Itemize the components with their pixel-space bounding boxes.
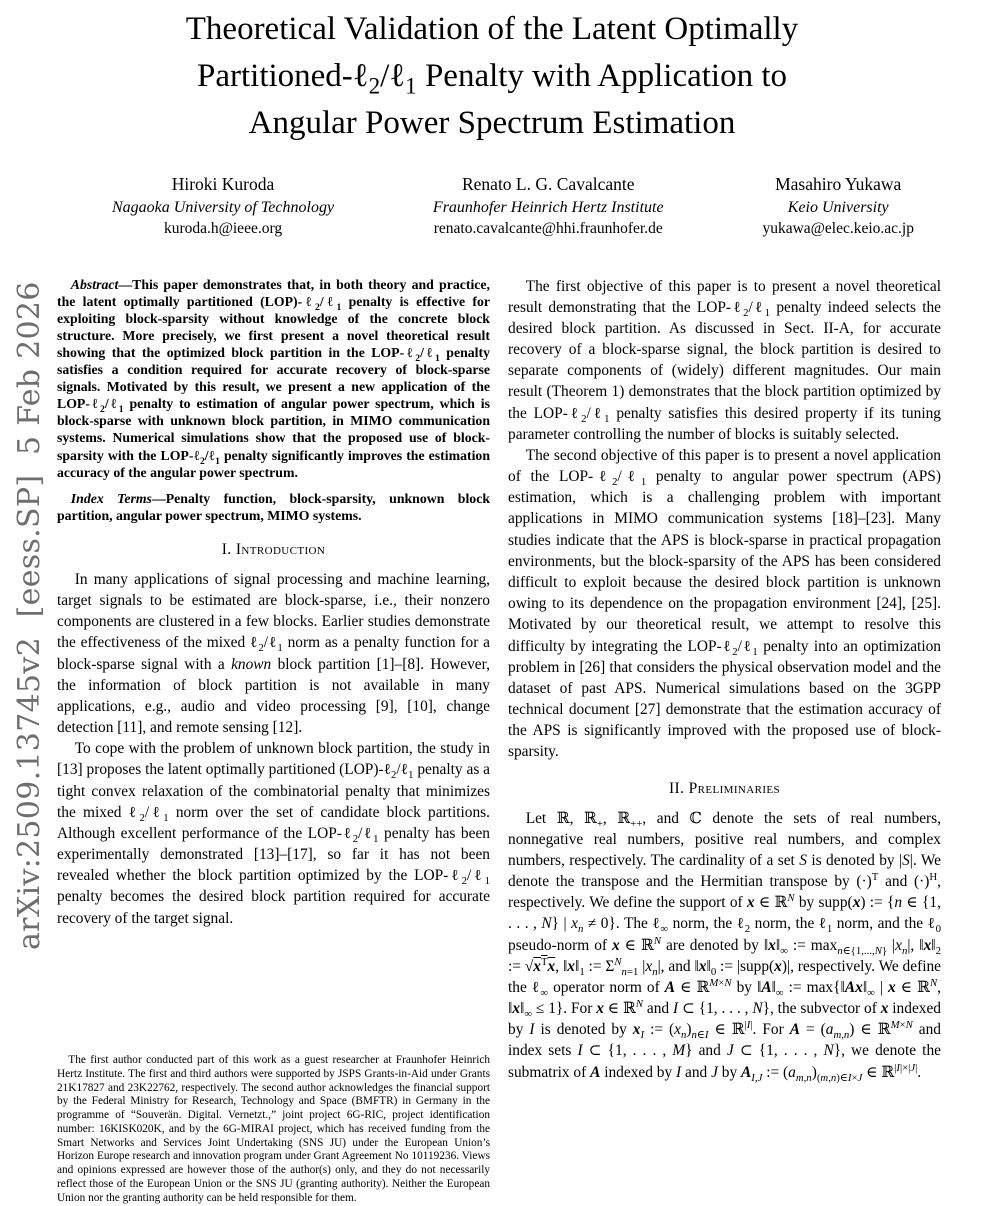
- author-email: renato.cavalcante@hhi.fraunhofer.de: [433, 219, 663, 237]
- arxiv-watermark: arXiv:2509.13745v2 [eess.SP] 5 Feb 2026: [12, 281, 47, 950]
- author-affiliation: Keio University: [787, 198, 889, 216]
- author-name: Renato L. G. Cavalcante: [461, 173, 635, 194]
- author-affiliation: Fraunhofer Heinrich Hertz Institute: [432, 198, 664, 216]
- introduction-paragraph-2: To cope with the problem of unknown block partition, the study in [13] proposes the latent optimally partitioned (LOP)-ℓ$_2$/ℓ$_1$ penalty as a tight convex relaxation of the combinatorial penalty that minimizes the mixed ℓ$_2$/ℓ$_1$ norm over the set of candidate block partitions. Although excellent performance of the LOP-ℓ$_2$/ℓ$_1$ penalty has been experimentally demonstrated [13]–[17], so far it has not been revealed whether the block partition optimized by the LOP-ℓ$_2$/ℓ$_1$ penalty becomes the desired block partition required for accurate recovery of the target signal.: [57, 740, 490, 927]
- section-heading-preliminaries: II. Preliminaries: [668, 779, 781, 797]
- section-heading-introduction: I. Introduction: [221, 540, 326, 558]
- paper-title: Theoretical Validation of the Latent Optimally Partitioned-ℓ$_2$/ℓ$_1$ Penalty with Application to Angular Power Spectrum Estimation: [185, 11, 799, 141]
- introduction-paragraph-3: The first objective of this paper is to present a novel theoretical result demonstrating that the LOP-ℓ$_2$/ℓ$_1$ penalty indeed selects the desired block partition. As discussed in Sect. II-A, for accurate recovery of a block-sparse signal, the block partition is desired to separate components of (widely) different magnitudes. Our main result (Theorem 1) demonstrates that the block partition optimized by the LOP-ℓ$_2$/ℓ$_1$ penalty satisfies this desired property if its tuning parameter controlling the number of blocks is suitably selected.: [508, 277, 942, 443]
- author-name: Hiroki Kuroda: [171, 173, 275, 194]
- author-email: kuroda.h@ieee.org: [163, 219, 283, 237]
- right-column: [508, 276, 941, 1206]
- author-affiliation: Nagaoka University of Technology: [112, 198, 335, 216]
- left-column: [57, 276, 490, 1206]
- introduction-paragraph-4: The second objective of this paper is to present a novel application of the LOP-ℓ$_2$/ℓ$_1$ penalty to angular power spectrum (APS) estimation, which is a challenging problem with important applications in MIMO communication systems [18]–[23]. Many studies indicate that the APS is block-sparse in practical propagation environments, but the block-sparsity of the APS has been considered difficult to exploit because the desired block partition is unknown owing to its dependence on the propagation environment [24], [25]. Motivated by our theoretical result, we attempt to resolve this difficulty by integrating the LOP-ℓ$_2$/ℓ$_1$ penalty into an optimization problem in [26] that considers the physical observation model and the dataset of past APS. Numerical simulations based on the 3GPP technical document [27] demonstrate that the estimation accuracy of the APS is significantly improved with the proposed use of block-sparsity.: [508, 446, 941, 761]
- author-card: [433, 174, 664, 238]
- author-card: [762, 174, 914, 238]
- preliminaries-paragraph-1: Let ℝ, ℝ$_+$, ℝ$_{++}$, and ℂ denote the sets of real numbers, nonnegative real numbers, positive real numbers, and complex numbers, respectively. The cardinality of a set S is denoted by |S|. We denote the transpose and the Hermitian transpose by $(\cdot)^T$ and $(\cdot)^H$, respectively. We define the support of x ∈ ℝ$^N$ by supp(x) := {n ∈ {1, . . . , N} | $x_n \ne 0$}. The ℓ$_\infty$ norm, the ℓ$_2$ norm, the ℓ$_1$ norm, and the ℓ$_0$ pseudo-norm of x ∈ ℝ$^N$ are denoted by $‖x‖_\infty$ := $\max_{n\in\{1,...,N\}} |x_n|$, $‖x‖_2$ := $√x^Tx$, $‖x‖_1$ := $\Sigma^N_{n=1}$ $|x_n|$, and $‖x‖_0$ := |supp(x)|, respectively. We define the ℓ$_\infty$ operator norm of A ∈ ℝ$^{M\times N}$ by $‖A‖_\infty$ := $\max\{‖Ax‖_\infty$ | x ∈ ℝ$^N$, $‖x‖_\infty \le 1$}. For x ∈ ℝ$^N$ and I ⊂ {1, . . . , N}, the subvector of x indexed by I is denoted by $x_I$ := $(x_n)_{n\in I}$ ∈ ℝ$^{|I|}$. For $A = (a_{m,n})$ ∈ ℝ$^{M\times N}$ and index sets I ⊂ {1, . . . , M} and J ⊂ {1, . . . , N}, we denote the submatrix of A indexed by I and J by $A_{I,J}$ := $(a_{m,n})_{(m,n)\in I\times J}$ ∈ ℝ$^{|I|\times|J|}$.: [508, 809, 942, 1084]
- paper-page: [0, 6, 984, 1206]
- author-card: [112, 174, 334, 238]
- index-terms-paragraph: Index Terms—Penalty function, block-sparsity, unknown block partition, angular power spectrum, MIMO systems.: [57, 490, 491, 523]
- author-block: [0, 174, 984, 238]
- author-name: Masahiro Yukawa: [775, 173, 902, 194]
- introduction-paragraph-1: In many applications of signal processing and machine learning, target signals to be estimated are block-sparse, i.e., their nonzero components are clustered in a few blocks. Earlier studies demonstrate the effectiveness of the mixed ℓ$_2$/ℓ$_1$ norm as a penalty function for a block-sparse signal with a known block partition [1]–[8]. However, the information of block partition is not available in many applications, e.g., audio and video processing [9], [10], change detection [11], and remote sensing [12].: [57, 570, 490, 737]
- funding-footnote: The first author conducted part of this work as a guest researcher at Fraunhofer Heinrich Hertz Institute. The first and third authors were supported by JSPS Grants-in-Aid under Grants 21K17827 and 23K22762, respectively. The second author acknowledges the financial support by the Federal Ministry for Research, Technology and Space (BMFTR) in Germany in the programme of “Souverän. Digital. Vernetzt.,” joint project 6G-RIC, project identification number: 16KISK020K, and by the 6G-MIRAI project, which has received funding from the Smart Networks and Services Joint Undertaking (SNS JU) under the European Union’s Horizon Europe research and innovation program under Grant Agreement No 10119236. Views and opinions expressed are however those of the author(s) only, and they do not necessarily reflect those of the European Union or the SNS JU (granting authority). Neither the European Union nor the granting authority can be held responsible for them.: [57, 1053, 490, 1204]
- title-block: [0, 6, 984, 238]
- two-column-body: [0, 276, 984, 1206]
- author-email: yukawa@elec.keio.ac.jp: [762, 219, 914, 237]
- abstract-paragraph: Abstract—This paper demonstrates that, in both theory and practice, the latent optimally partitioned (LOP)-ℓ$_2$/ℓ$_1$ penalty is effective for exploiting block-sparsity without knowledge of the concrete block structure. More precisely, we first present a novel theoretical result showing that the optimized block partition in the LOP-ℓ$_2$/ℓ$_1$ penalty satisfies a condition required for accurate recovery of block-sparse signals. Motivated by this result, we present a new application of the LOP-ℓ$_2$/ℓ$_1$ penalty to estimation of angular power spectrum, which is block-sparse with unknown block partition, in MIMO communication systems. Numerical simulations show that the proposed use of block-sparsity with the LOP-ℓ$_2$/ℓ$_1$ penalty significantly improves the estimation accuracy of the angular power spectrum.: [57, 276, 490, 480]
